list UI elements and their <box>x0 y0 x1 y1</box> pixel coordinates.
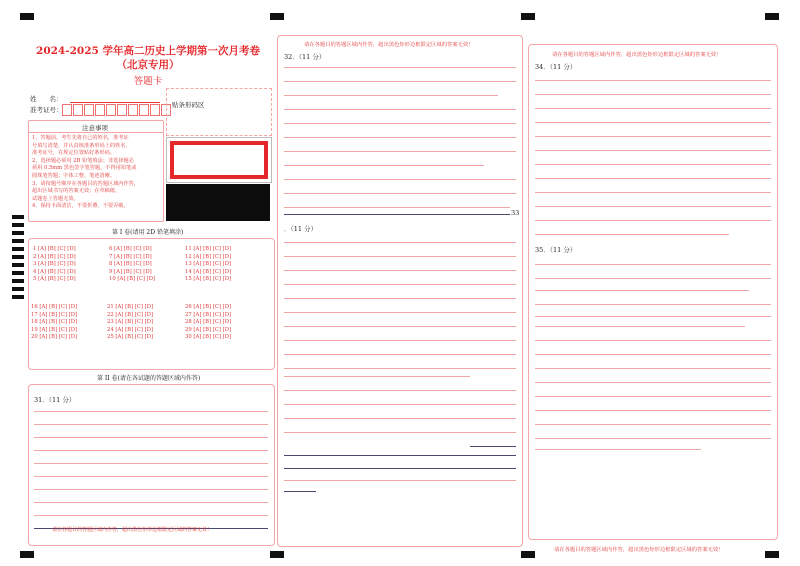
notice-line: 3、请按题号顺序在各题目的答题区域内作答， <box>32 180 140 187</box>
choice-row[interactable]: 16 [A] [B] [C] [D] <box>31 304 78 310</box>
notice-divider <box>28 132 164 133</box>
choice-row[interactable]: 12 [A] [B] [C] [D] <box>185 253 232 260</box>
timing-mark <box>12 223 24 227</box>
registration-mark <box>521 13 535 20</box>
notice-line: 号填写清楚，并认真核准条形码上的姓名、 <box>32 142 131 149</box>
name-line <box>70 102 160 103</box>
answer-line <box>535 340 771 341</box>
notice-lines <box>32 135 139 211</box>
timing-mark <box>12 295 24 299</box>
answer-line <box>535 234 729 235</box>
part1-heading: 第 I 卷(请用 2D 铅笔填涂) <box>112 229 184 236</box>
id-boxes[interactable] <box>62 104 171 116</box>
answer-line <box>284 165 484 166</box>
answer-line <box>535 449 701 450</box>
choice-row[interactable]: 18 [A] [B] [C] [D] <box>31 319 78 326</box>
timing-mark <box>12 215 24 219</box>
answer-line <box>284 432 516 433</box>
choice-row[interactable]: 20 [A] [B] [C] [D] <box>31 334 78 341</box>
answer-line <box>284 81 516 82</box>
answer-line <box>535 354 771 355</box>
registration-mark <box>20 13 34 20</box>
answer-line <box>284 214 510 215</box>
timing-mark <box>12 255 24 259</box>
boundary-warning: 请在各题目的答题区域内作答，超出黑色矩形边框限定区域的答案无效！ <box>554 547 724 553</box>
answer-line <box>535 94 771 95</box>
q31-answer-area[interactable] <box>28 384 275 546</box>
q33-label: ．（11 分） <box>284 225 318 233</box>
answer-line <box>284 340 516 341</box>
name-label: 姓 名： <box>30 95 63 103</box>
choice-row[interactable]: 28 [A] [B] [C] [D] <box>185 319 232 326</box>
notice-line: 1、答题前，考生先将自己的姓名，准考证 <box>32 135 129 141</box>
answer-line <box>535 424 771 425</box>
timing-mark <box>12 247 24 251</box>
q35-label: 35．（11 分） <box>535 246 577 254</box>
choice-row[interactable]: 14 [A] [B] [C] [D] <box>185 268 232 275</box>
choice-column <box>185 246 231 284</box>
choice-row[interactable]: 10 [A] [B] [C] [D] <box>109 276 156 283</box>
choice-row[interactable]: 4 [A] [B] [C] [D] <box>33 268 76 275</box>
choice-row[interactable]: 7 [A] [B] [C] [D] <box>109 253 152 260</box>
answer-line <box>284 193 516 194</box>
notice-line: 2、选择题必须用 2B 铅笔填涂；非选择题必 <box>32 157 134 164</box>
exam-title: 2024-2025 学年高二历史上学期第一次月考卷 <box>36 45 260 57</box>
answer-line <box>535 290 749 291</box>
notice-line: 圆珠笔答题；字体工整、笔迹清晰。 <box>32 172 116 179</box>
choice-row[interactable]: 26 [A] [B] [C] [D] <box>185 304 232 310</box>
choice-row[interactable]: 3 [A] [B] [C] [D] <box>33 261 76 268</box>
answer-line <box>34 424 268 425</box>
timing-mark <box>12 271 24 275</box>
answer-line <box>284 151 516 152</box>
choice-row[interactable]: 27 [A] [B] [C] [D] <box>185 311 232 318</box>
choice-row[interactable]: 17 [A] [B] [C] [D] <box>31 311 78 318</box>
registration-mark <box>765 551 779 558</box>
notice-line: 4、保持卡面清洁，不要折叠、不要弄破。 <box>32 203 129 210</box>
answer-line <box>284 207 510 208</box>
answer-line <box>284 256 516 257</box>
choice-row[interactable]: 15 [A] [B] [C] [D] <box>185 276 232 283</box>
answer-line <box>34 502 268 503</box>
answer-line <box>284 123 516 124</box>
answer-line <box>284 354 516 355</box>
answer-line <box>535 192 771 193</box>
id-label: 准考证号： <box>30 106 63 114</box>
boundary-warning: 请在各题目的答题区域内作答，超出黑色矩形边框限定区域的答案无效！ <box>52 527 213 533</box>
choice-column <box>31 304 77 342</box>
answer-line <box>535 278 771 279</box>
boundary-warning: 请在各题目的答题区域内作答，超出黑色矩形边框限定区域的答案无效！ <box>552 52 722 58</box>
notice-line: 准考证号，在规定位置贴好条形码。 <box>32 150 116 157</box>
answer-line <box>470 446 516 447</box>
choice-row[interactable]: 6 [A] [B] [C] [D] <box>109 246 152 252</box>
answer-line <box>34 476 268 477</box>
answer-line <box>284 376 470 377</box>
answer-line <box>535 264 771 265</box>
answer-line <box>34 437 268 438</box>
choice-row[interactable]: 9 [A] [B] [C] [D] <box>109 268 152 275</box>
answer-line <box>535 150 771 151</box>
choice-row[interactable]: 23 [A] [B] [C] [D] <box>107 319 154 326</box>
choice-row[interactable]: 11 [A] [B] [C] [D] <box>185 246 232 252</box>
answer-line <box>284 468 516 469</box>
answer-line <box>284 67 516 68</box>
choice-row[interactable]: 22 [A] [B] [C] [D] <box>107 311 154 318</box>
answer-line <box>284 404 516 405</box>
answer-line <box>284 270 516 271</box>
timing-mark <box>12 231 24 235</box>
registration-mark <box>20 551 34 558</box>
notice-line: 须用 0.5mm 黑色签字笔答题，不得用铅笔或 <box>32 165 137 172</box>
choice-row[interactable]: 8 [A] [B] [C] [D] <box>109 261 152 268</box>
answer-card-label: 答题卡 <box>133 76 163 87</box>
q33-number: 33 <box>511 209 520 217</box>
choice-row[interactable]: 24 [A] [B] [C] [D] <box>107 326 154 333</box>
registration-mark <box>521 551 535 558</box>
notice-line: 超出区域书写的答案无效；在草稿纸、 <box>32 188 121 195</box>
answer-line <box>535 178 771 179</box>
choice-row[interactable]: 21 [A] [B] [C] [D] <box>107 304 154 310</box>
timing-mark <box>12 287 24 291</box>
q31-label: 31．（11 分） <box>34 396 76 404</box>
answer-line <box>535 164 771 165</box>
answer-line <box>535 108 771 109</box>
q34-35-answer-area[interactable] <box>528 44 778 540</box>
boundary-warning: 请在各题目的答题区域内作答，超出黑色矩形边框限定区域的答案无效！ <box>304 42 474 48</box>
answer-line <box>34 515 268 516</box>
choice-row[interactable]: 13 [A] [B] [C] [D] <box>185 261 232 268</box>
exam-subtitle: （北京专用） <box>116 59 180 71</box>
choice-row[interactable]: 25 [A] [B] [C] [D] <box>107 334 154 341</box>
q34-label: 34．（11 分） <box>535 63 577 71</box>
notice-line: 试题卷上答题无效。 <box>32 195 79 202</box>
answer-line <box>535 410 771 411</box>
answer-line <box>535 438 771 439</box>
choice-column <box>107 304 153 342</box>
timing-mark <box>12 239 24 243</box>
answer-line <box>284 480 516 481</box>
choice-row[interactable]: 30 [A] [B] [C] [D] <box>185 334 232 341</box>
barcode-label: 贴条形码区 <box>172 101 205 109</box>
barcode-area <box>166 88 272 136</box>
answer-line <box>535 304 771 305</box>
answer-line <box>284 491 316 492</box>
answer-line <box>284 312 516 313</box>
q32-33-answer-area[interactable] <box>277 35 523 547</box>
answer-line <box>535 326 745 327</box>
part2-heading: 第 II 卷(请在各试题的答题区域内作答) <box>97 375 201 382</box>
absent-mark-frame <box>170 141 268 179</box>
answer-line <box>284 284 516 285</box>
answer-line <box>535 316 771 317</box>
choice-row[interactable]: 19 [A] [B] [C] [D] <box>31 326 78 333</box>
notice-heading: 注意事项 <box>82 124 108 132</box>
answer-line <box>284 390 516 391</box>
answer-line <box>34 463 268 464</box>
choice-column <box>109 246 155 284</box>
answer-line <box>535 382 771 383</box>
registration-mark <box>270 551 284 558</box>
answer-line <box>284 455 516 456</box>
choice-row[interactable]: 5 [A] [B] [C] [D] <box>33 276 76 283</box>
answer-line <box>535 368 771 369</box>
answer-line <box>34 411 268 412</box>
answer-line <box>284 298 516 299</box>
answer-line <box>284 179 516 180</box>
answer-line <box>34 450 268 451</box>
answer-line <box>535 396 771 397</box>
answer-line <box>535 220 771 221</box>
answer-line <box>535 136 771 137</box>
choice-row[interactable]: 29 [A] [B] [C] [D] <box>185 326 232 333</box>
choice-row[interactable]: 2 [A] [B] [C] [D] <box>33 253 76 260</box>
registration-mark <box>270 13 284 20</box>
answer-line <box>284 137 516 138</box>
answer-line <box>535 122 771 123</box>
answer-line <box>284 326 516 327</box>
answer-line <box>284 418 516 419</box>
answer-line <box>535 80 771 81</box>
timing-mark <box>12 263 24 267</box>
choice-row[interactable]: 1 [A] [B] [C] [D] <box>33 246 76 252</box>
answer-line <box>284 95 498 96</box>
registration-mark <box>765 13 779 20</box>
choice-column <box>33 246 76 284</box>
answer-line <box>34 489 268 490</box>
choice-column <box>185 304 231 342</box>
q32-label: 32．（11 分） <box>284 53 326 61</box>
black-block <box>166 184 270 221</box>
answer-line <box>535 206 771 207</box>
timing-mark <box>12 279 24 283</box>
answer-line <box>284 242 516 243</box>
answer-line <box>284 368 516 369</box>
answer-line <box>284 109 516 110</box>
